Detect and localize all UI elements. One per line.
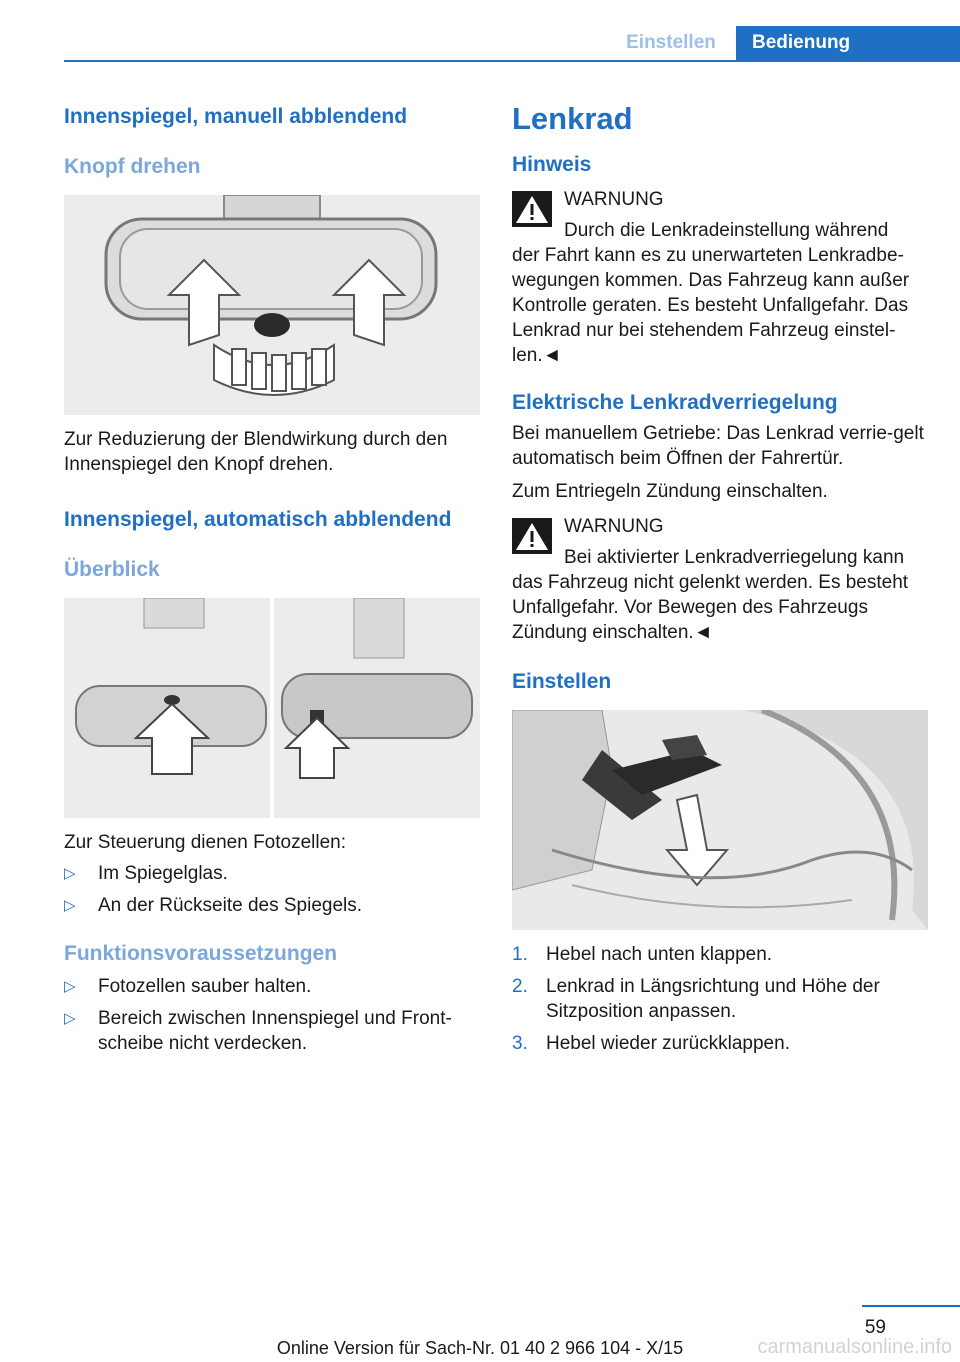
tab-bedienung[interactable]: Bedienung	[736, 26, 960, 62]
heading-turn-knob: Knopf drehen	[64, 155, 201, 178]
heading-adjust: Einstellen	[512, 670, 612, 693]
figure-steering-lever	[512, 710, 928, 930]
list-item: 1. Hebel nach unten klappen.	[512, 944, 773, 965]
footer-version: Online Version für Sach-Nr. 01 40 2 966 104 - X/15	[276, 1338, 684, 1358]
heading-overview: Überblick	[64, 558, 160, 581]
page-number: 59	[864, 1317, 886, 1338]
triangle-bullet-icon: ▷	[64, 978, 76, 995]
sensor-list	[64, 861, 480, 918]
paragraph-unlock: Zum Entriegeln Zündung einschalten.	[512, 481, 828, 502]
condition-list	[64, 974, 480, 1056]
heading-manual-mirror: Innenspiegel, manuell abblendend	[64, 105, 408, 128]
list-item: 3. Hebel wieder zurückklappen.	[512, 1033, 790, 1054]
heading-conditions: Funktionsvoraussetzungen	[64, 942, 338, 965]
figure-auto-mirror	[64, 598, 480, 818]
footer-rule	[862, 1305, 960, 1307]
warning-text-line: Durch die Lenkradeinstellung während	[564, 220, 889, 241]
list-item: ▷ Im Spiegelglas.	[64, 863, 228, 884]
heading-auto-mirror: Innenspiegel, automatisch abblendend	[64, 508, 452, 531]
paragraph-lock: Bei manuellem Getriebe: Das Lenkrad verrie‐gelt automatisch beim Öffnen der Fahrertür.	[512, 423, 924, 469]
warning-box-lock	[512, 514, 928, 645]
warning-triangle-icon	[512, 191, 552, 227]
triangle-bullet-icon: ▷	[64, 865, 76, 882]
triangle-bullet-icon: ▷	[64, 897, 76, 914]
heading-note: Hinweis	[512, 153, 592, 176]
warning-text: der Fahrt kann es zu unerwarteten Lenkradbe‐wegungen kommen. Das Fahrzeug kann außer Kontrolle geraten. Es besteht Unfallgefahr. Das Lenkrad nur bei stehendem Fahrzeug einstel‐len.◄	[512, 245, 910, 366]
paragraph-knob: Zur Reduzierung der Blendwirkung durch den Innenspiegel den Knopf drehen.	[64, 429, 448, 475]
tab-einstellen[interactable]: Einstellen	[626, 32, 716, 53]
warning-box-adjust	[512, 187, 928, 368]
page-header	[0, 26, 960, 62]
warning-label: WARNUNG	[564, 516, 664, 537]
heading-steering-lock: Elektrische Lenkradverriegelung	[512, 391, 838, 414]
list-item: ▷ An der Rückseite des Spiegels.	[64, 895, 363, 916]
list-item: 2. Lenkrad in Längsrichtung und Höhe der Sitzposition anpassen.	[512, 976, 880, 1022]
triangle-bullet-icon: ▷	[64, 1010, 76, 1027]
paragraph-sensors: Zur Steuerung dienen Fotozellen:	[64, 832, 347, 853]
heading-steering-wheel: Lenkrad	[512, 101, 633, 136]
warning-text: das Fahrzeug nicht gelenkt werden. Es besteht Unfallgefahr. Vor Bewegen des Fahrzeugs Zündung einschalten.◄	[512, 572, 909, 643]
figure-manual-mirror	[64, 195, 480, 415]
warning-text-line: Bei aktivierter Lenkradverriegelung kann	[564, 547, 905, 568]
adjust-steps	[512, 942, 928, 1056]
warning-triangle-icon	[512, 518, 552, 554]
list-item: ▷ Bereich zwischen Innenspiegel und Front‐scheibe nicht verdecken.	[64, 1008, 452, 1054]
right-column	[512, 100, 928, 1063]
warning-label: WARNUNG	[564, 189, 664, 210]
header-rule	[64, 60, 960, 62]
watermark: carmanualsonline.info	[757, 1336, 952, 1358]
list-item: ▷ Fotozellen sauber halten.	[64, 976, 312, 997]
left-column	[64, 100, 480, 1063]
